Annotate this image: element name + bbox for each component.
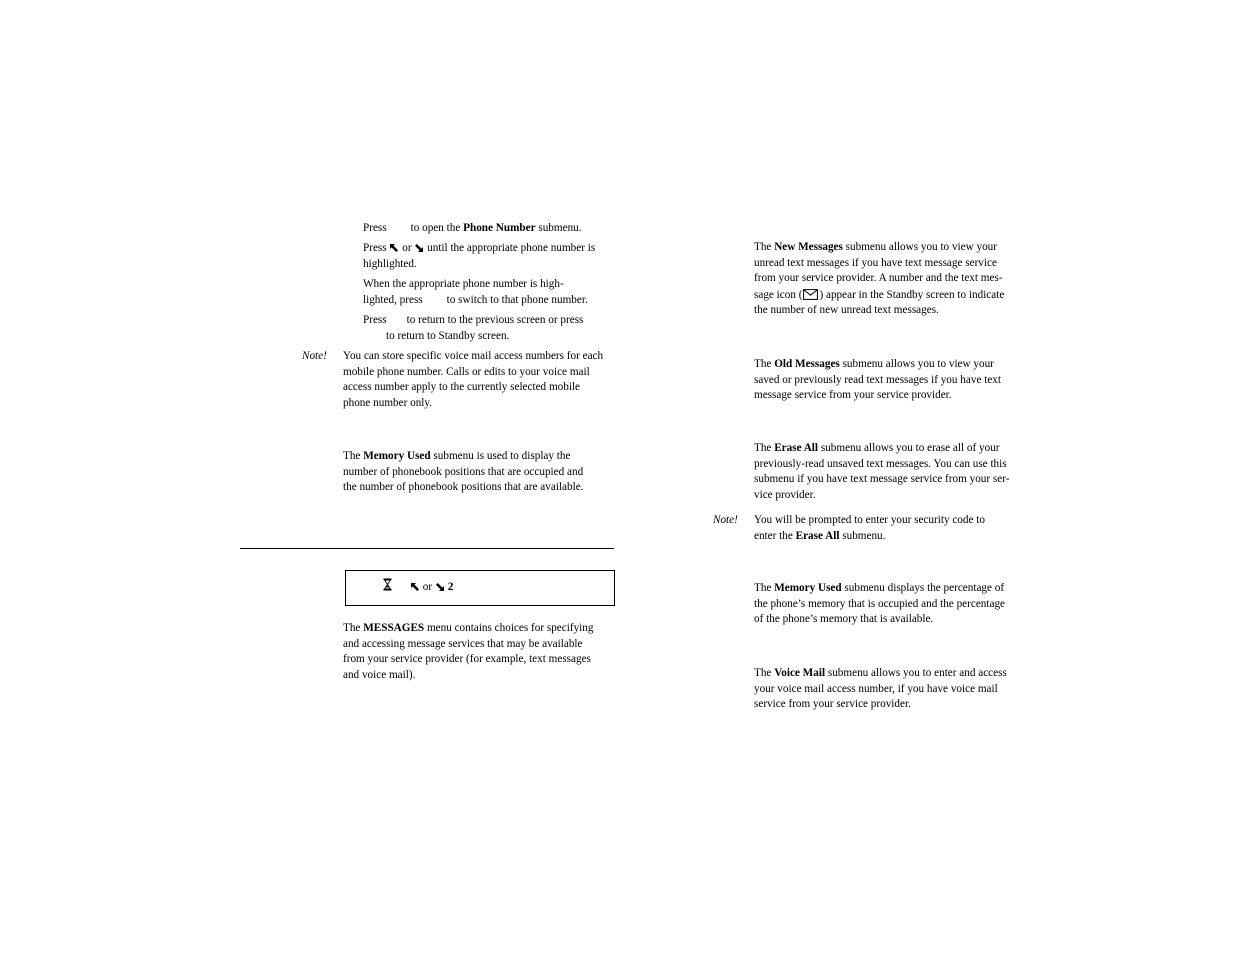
shortcut-box	[345, 570, 615, 606]
messages-paragraph: The MESSAGES menu contains choices for specifying and accessing message services that may be available from your service provider (for example, text messages and voice mail).	[343, 622, 594, 681]
note-label-left: Note!	[302, 350, 327, 362]
shortcut-keys: or 2	[410, 580, 453, 596]
step-4: Press to return to the previous screen or press to return to Standby screen.	[363, 314, 584, 342]
old-messages-paragraph: The Old Messages submenu allows you to view your saved or previously read text messages if you have text message service from your service provider.	[754, 358, 1001, 402]
step-2: Press or until the appropriate phone number is highlighted.	[363, 242, 596, 270]
up-left-arrow-icon	[389, 243, 399, 253]
shortcut-number: 2	[447, 581, 454, 593]
phone-number-term: Phone Number	[463, 222, 536, 234]
down-right-arrow-icon	[414, 243, 424, 253]
voice-mail-paragraph: The Voice Mail submenu allows you to enter and access your voice mail access number, if you have voice mail service from your service provider.	[754, 667, 1007, 711]
memory-used-paragraph-left: The Memory Used submenu is used to display the number of phonebook positions that are occupied and the number of phonebook positions that are available.	[343, 450, 584, 494]
note-right: You will be prompted to enter your security code to enter the Erase All submenu.	[754, 514, 985, 542]
step-3: When the appropriate phone number is high- lighted, press to switch to that phone number.	[363, 278, 588, 306]
section-divider	[240, 548, 614, 549]
down-right-arrow-icon	[435, 582, 445, 592]
erase-all-paragraph: The Erase All submenu allows you to erase all of your previously-read unsaved text messages. You can use this submenu if you have text message service from your ser- vice provider.	[754, 442, 1010, 501]
up-left-arrow-icon	[410, 582, 420, 592]
envelope-icon	[803, 289, 818, 300]
note-left: You can store specific voice mail access numbers for each mobile phone number. Calls or edits to your voice mail access number apply to the currently selected mobile phone number only.	[343, 350, 604, 409]
memory-used-paragraph-right: The Memory Used submenu displays the percentage of the phone’s memory that is occupied and the percentage of the phone’s memory that is available.	[754, 582, 1006, 626]
menu-hourglass-icon	[383, 578, 392, 591]
step-1-press: Press	[363, 222, 387, 234]
new-messages-paragraph: The New Messages submenu allows you to view your unread text messages if you have text message service from your service provider. A number and the text mes- sage icon ( ) appear in the Standby screen to indicate the number of new unread text messages.	[754, 241, 1005, 317]
step-1: Press to open the Phone Number submenu.	[363, 222, 582, 234]
note-label-right: Note!	[713, 514, 738, 526]
